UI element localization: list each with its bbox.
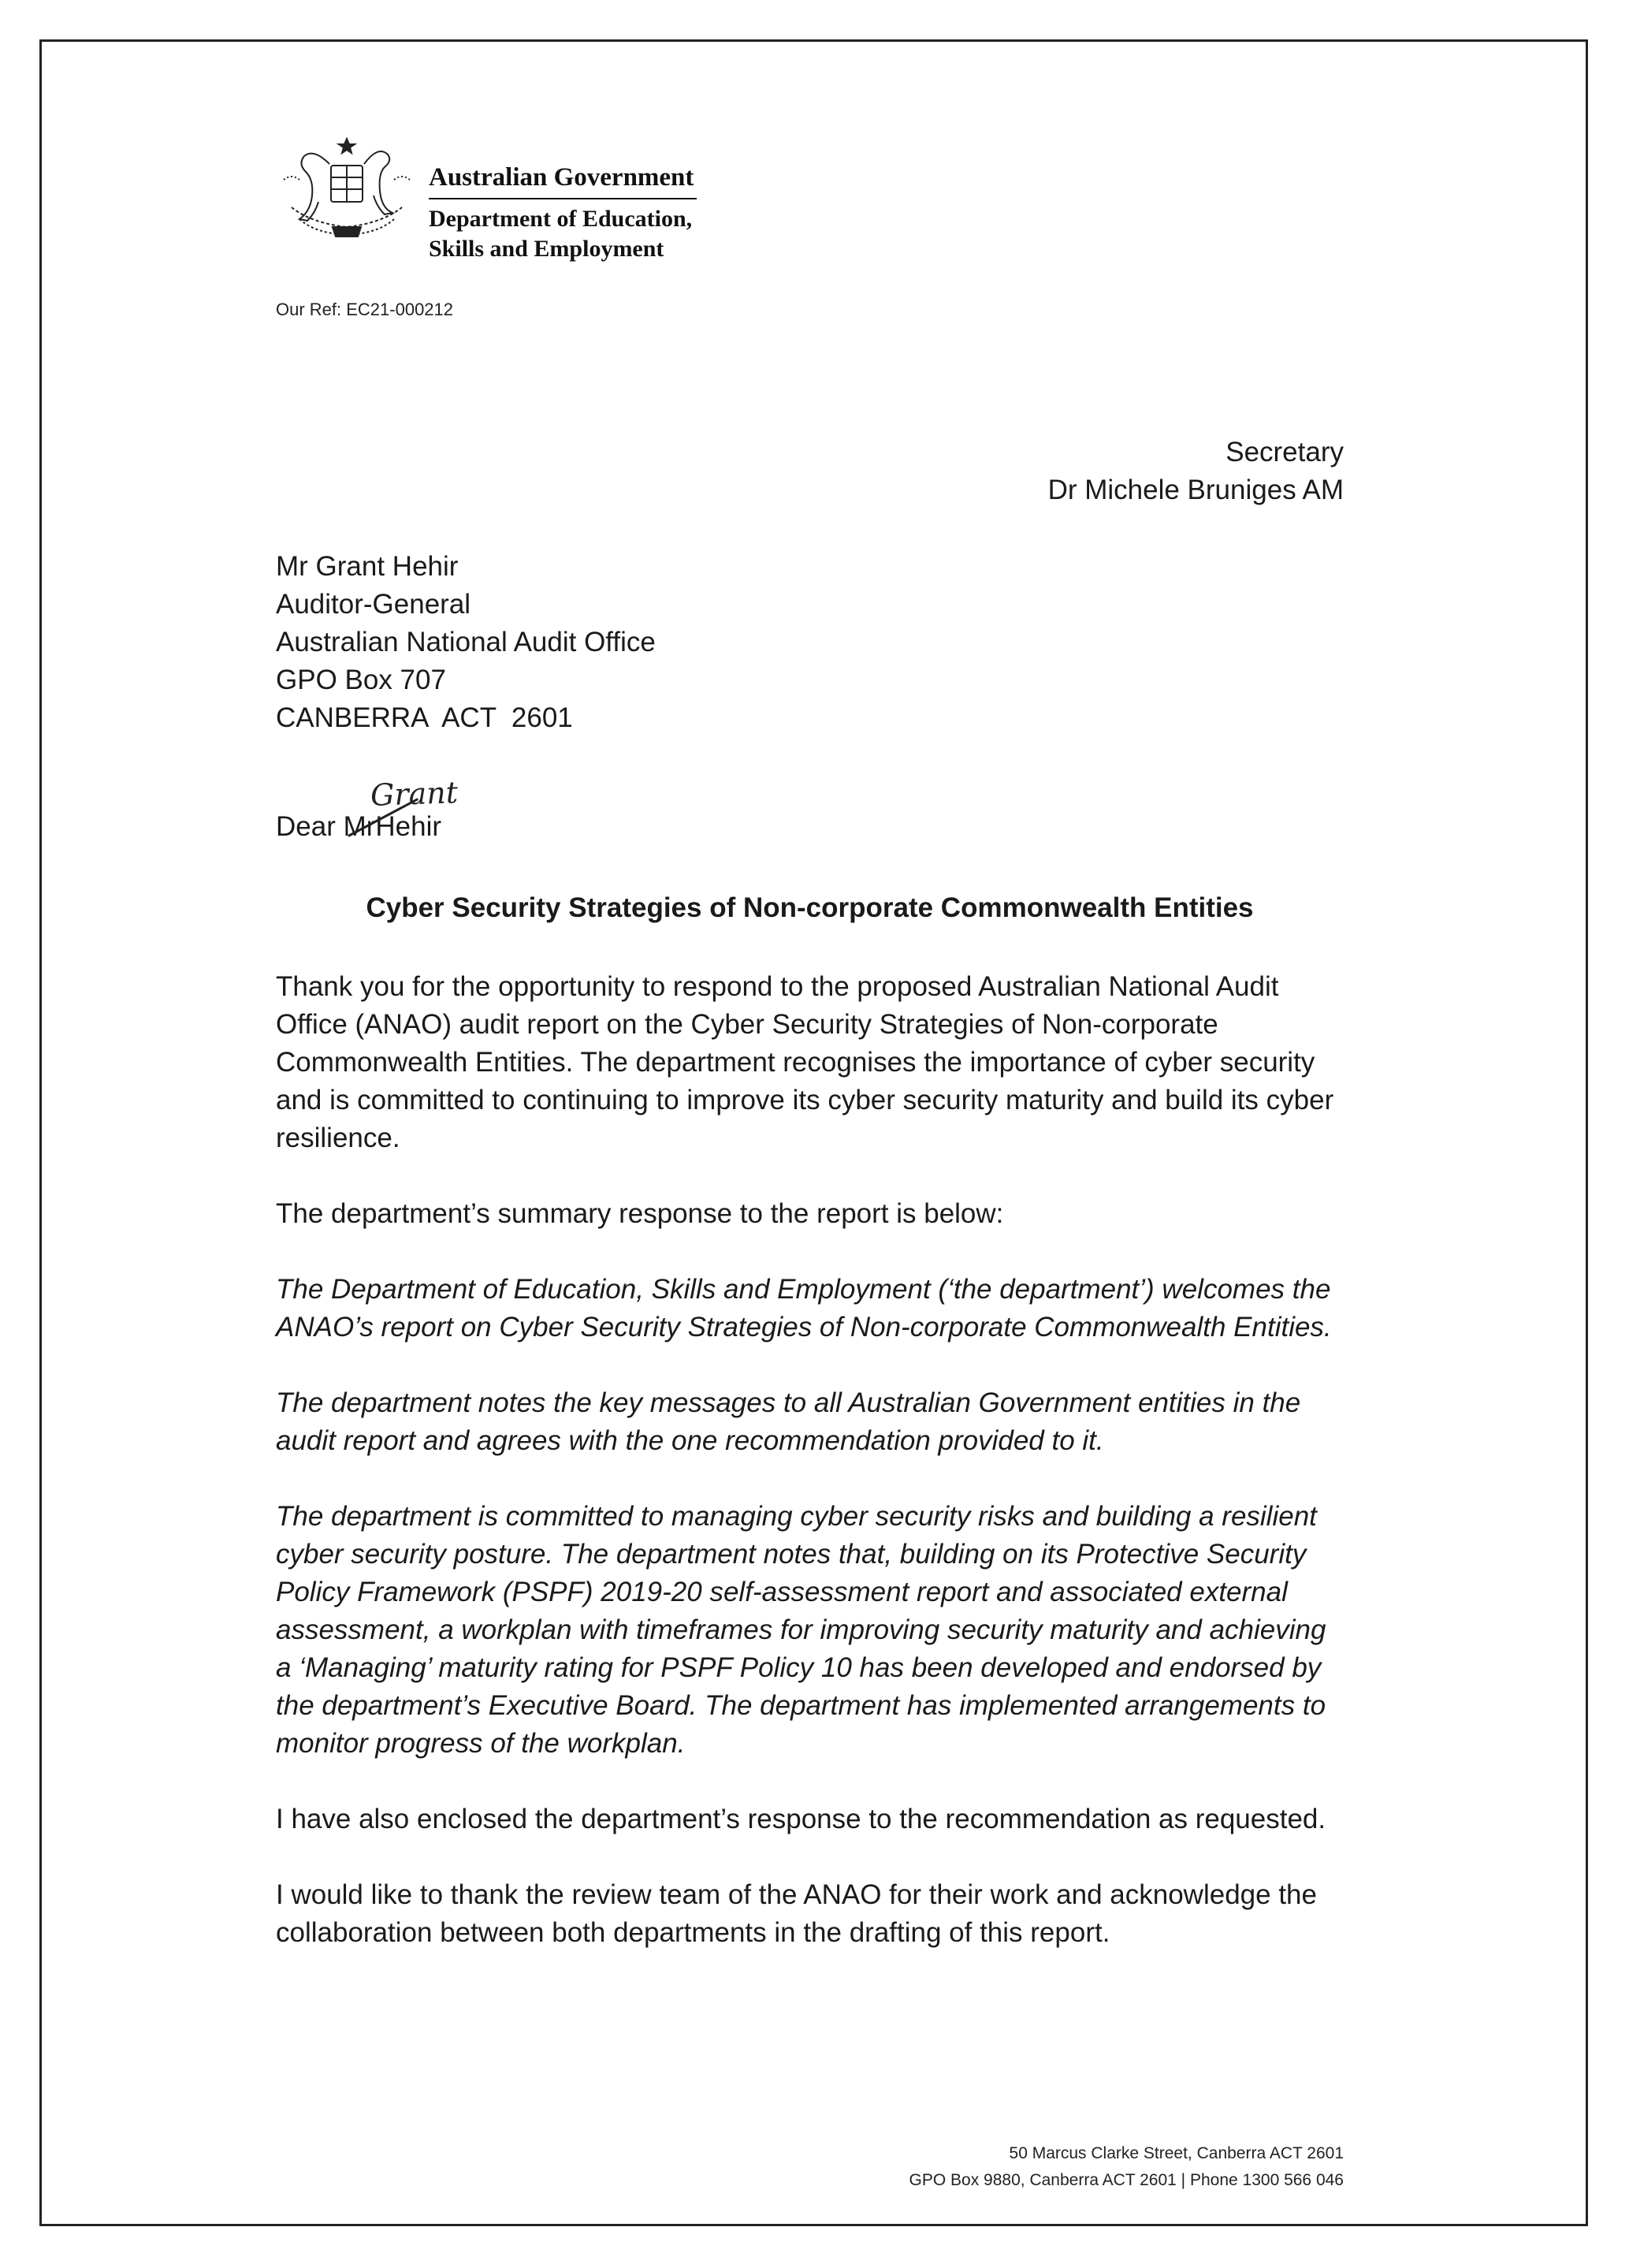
body-paragraph: I would like to thank the review team of the ANAO for their work and acknowledge the collaboration between both departments in the drafting of this report. [276,1879,1317,1948]
addressee-line: Auditor-General [276,589,471,620]
footer-line: 50 Marcus Clarke Street, Canberra ACT 2601 [1009,2144,1344,2162]
addressee-line: Mr Grant Hehir [276,551,459,582]
department-name-line2: Skills and Employment [429,236,664,262]
reference-number: Our Ref: EC21-000212 [276,300,454,319]
addressee-line: CANBERRA ACT 2601 [276,702,573,733]
addressee-block [276,548,656,737]
addressee-line: Australian National Audit Office [276,627,656,657]
department-name-line1: Department of Education, [429,206,693,232]
body-paragraph: Thank you for the opportunity to respond to the proposed Australian National Audit Office (ANAO) audit report on the Cyber Security Strategies of Non-corporate Commonwealth Entities. The department recognises the importance of cyber security and is committed to continuing to improve its cyber security maturity and build its cyber resilience. [276,971,1334,1153]
quoted-response-paragraph: The department notes the key messages to all Australian Government entities in the audit report and agrees with the one recommendation provided to it. [276,1387,1301,1456]
coat-of-arms-icon [276,132,418,251]
letterhead-rule [429,198,697,199]
quoted-response-paragraph: The Department of Education, Skills and Employment (‘the department’) welcomes the ANAO’s report on Cyber Security Strategies of Non-corporate Commonwealth Entities. [276,1274,1332,1343]
salutation [276,808,441,846]
sender-name: Dr Michele Bruniges AM [1047,475,1344,505]
salutation-prefix: Dear [276,811,344,842]
body-paragraph: The department’s summary response to the report is below: [276,1198,1004,1229]
addressee-line: GPO Box 707 [276,665,446,695]
struck-title: Mr [343,811,376,842]
handwritten-correction: Grant [370,775,459,813]
struck-name: Hehir [375,811,442,842]
footer-address [909,2140,1344,2194]
letter-subject: Cyber Security Strategies of Non-corporate Commonwealth Entities [366,892,1254,923]
letter-body [276,968,1348,1990]
government-name: Australian Government [429,163,694,192]
footer-line: GPO Box 9880, Canberra ACT 2601 | Phone 1300 566 046 [909,2171,1344,2189]
sender-block [1048,434,1344,509]
sender-title: Secretary [1225,437,1344,467]
salutation-area [276,776,670,847]
letterhead [429,162,697,264]
quoted-response-paragraph: The department is committed to managing cyber security risks and building a resilient cyber security posture. The department notes that, building on its Protective Security Policy Framework (PSPF) 2019-20 self-assessment report and associated external assessment, a workplan with timeframes for improving security maturity and achieving a ‘Managing’ maturity rating for PSPF Policy 10 has been developed and endorsed by the department’s Executive Board. The department has implemented arrangements to monitor progress of the workplan. [276,1501,1326,1759]
body-paragraph: I have also enclosed the department’s response to the recommendation as requested. [276,1804,1326,1834]
